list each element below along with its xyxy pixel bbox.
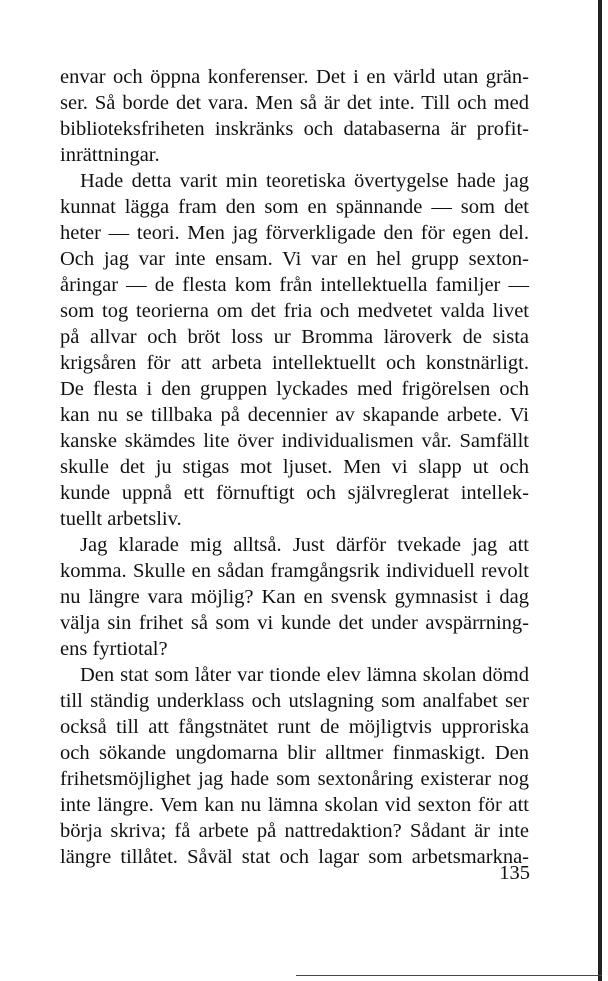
text-line: biblioteksfriheten inskränks och databaserna är profit- <box>60 118 529 140</box>
text-line: Och jag var inte ensam. Vi var en hel grupp sexton- <box>60 248 529 270</box>
text-line: som tog teorierna om det fria och medvetet valda livet <box>60 300 529 322</box>
text-line: åringar — de flesta kom från intellektuella familjer — <box>60 274 529 296</box>
page-edge-shadow <box>598 0 602 981</box>
text-line: komma. Skulle en sådan framgångsrik individuell revolt <box>60 560 529 582</box>
text-line: också till att fångstnätet runt de möjligtvis upproriska <box>60 716 529 738</box>
text-line: börja skriva; få arbete på nattredaktion? Sådant är inte <box>60 820 529 842</box>
text-line: nu längre vara möjlig? Kan en svensk gymnasist i dag <box>60 586 529 608</box>
text-line: inte längre. Vem kan nu lämna skolan vid sexton för att <box>60 794 529 816</box>
text-line: på allvar och bröt loss ur Bromma läroverk de sista <box>60 326 529 348</box>
text-line: välja sin frihet så som vi kunde det under avspärrning- <box>60 612 529 634</box>
paragraph-first-line: Hade detta varit min teoretiska övertygelse hade jag <box>80 170 529 192</box>
paragraph-first-line: Den stat som låter var tionde elev lämna skolan dömd <box>80 664 529 686</box>
text-line: tuellt arbetsliv. <box>60 508 182 530</box>
text-line: längre tillåtet. Såväl stat och lagar som arbetsmarkna- <box>60 846 529 868</box>
page-edge-line <box>296 975 602 976</box>
text-line: skulle det ju stigas mot ljuset. Men vi slapp ut och <box>60 456 529 478</box>
text-line: envar och öppna konferenser. Det i en värld utan grän- <box>60 66 529 88</box>
text-line: frihetsmöjlighet jag hade som sextonåring existerar nog <box>60 768 529 790</box>
text-line: kunnat lägga fram den som en spännande — som det <box>60 196 529 218</box>
text-line: kunde uppnå ett förnuftigt och självreglerat intellek- <box>60 482 529 504</box>
page-number: 135 <box>499 862 530 884</box>
text-line: ens fyrtiotal? <box>60 638 168 660</box>
text-line: och sökande ungdomarna blir alltmer finmaskigt. Den <box>60 742 529 764</box>
text-line: De flesta i den gruppen lyckades med frigörelsen och <box>60 378 529 400</box>
text-line: kan nu se tillbaka på decennier av skapande arbete. Vi <box>60 404 529 426</box>
text-line: till ständig underklass och utslagning som analfabet ser <box>60 690 529 712</box>
text-line: inrättningar. <box>60 144 160 166</box>
text-line: krigsåren för att arbeta intellektuellt och konstnärligt. <box>60 352 529 374</box>
text-line: ser. Så borde det vara. Men så är det inte. Till och med <box>60 92 529 114</box>
text-line: heter — teori. Men jag förverkligade den för egen del. <box>60 222 529 244</box>
text-line: kanske skämdes lite över individualismen vår. Samfällt <box>60 430 529 452</box>
paragraph-first-line: Jag klarade mig alltså. Just därför tvekade jag att <box>80 534 529 556</box>
